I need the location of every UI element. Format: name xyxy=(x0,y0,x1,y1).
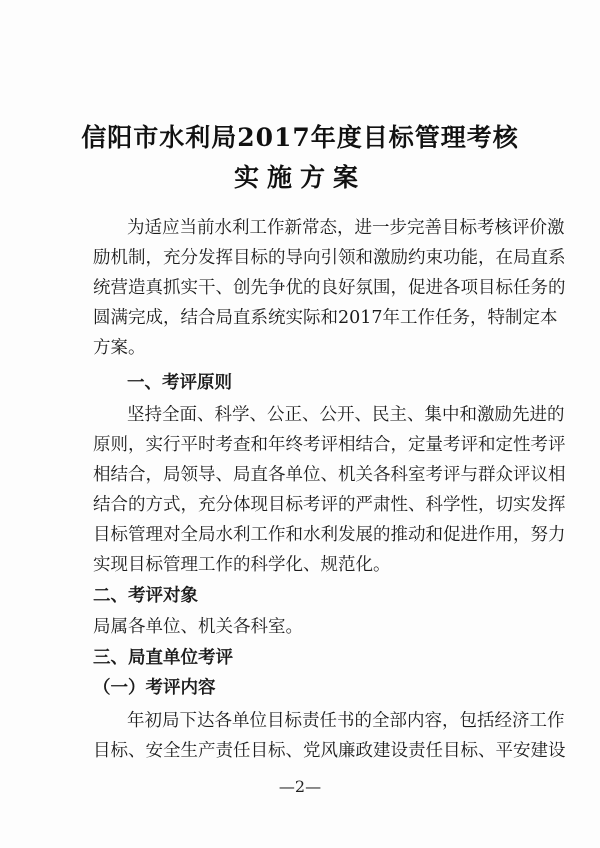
section3-subheading: （一）考评内容 xyxy=(93,678,216,698)
document-title-line2: 实施方案 xyxy=(233,163,366,192)
section1-heading: 一、考评原则 xyxy=(127,373,232,393)
section1-line-2: 原则，实行平时考查和年终考评相结合，定量考评和定性考评 xyxy=(93,435,566,455)
page-number: —2— xyxy=(278,777,322,796)
intro-line-2: 励机制，充分发挥目标的导向引领和激励约束功能，在局直系 xyxy=(93,248,566,268)
section1-line-6: 实现目标管理工作的科学化、规范化。 xyxy=(93,555,391,575)
document-title-line1: 信阳市水利局2017年度目标管理考核 xyxy=(81,123,519,152)
section1-line-1: 坚持全面、科学、公正、公开、民主、集中和激励先进的 xyxy=(127,405,565,425)
section1-line-3: 相结合，局领导、局直各单位、机关各科室考评与群众评议相 xyxy=(93,465,566,485)
section3-heading: 三、局直单位考评 xyxy=(93,648,233,668)
intro-line-4: 圆满完成，结合局直系统实际和2017年工作任务，特制定本 xyxy=(93,308,558,328)
intro-line-5: 方案。 xyxy=(93,338,146,358)
section3-line-2: 目标、安全生产责任目标、党风廉政建设责任目标、平安建设 xyxy=(93,741,566,761)
intro-line-3: 统营造真抓实干、创先争优的良好氛围，促进各项目标任务的 xyxy=(93,278,566,298)
section2-heading: 二、考评对象 xyxy=(93,586,198,606)
section1-line-5: 目标管理对全局水利工作和水利发展的推动和促进作用，努力 xyxy=(93,525,566,545)
section1-line-4: 结合的方式，充分体现目标考评的严肃性、科学性，切实发挥 xyxy=(93,495,566,515)
section2-line-1: 局属各单位、机关各科室。 xyxy=(93,617,303,637)
section3-line-1: 年初局下达各单位目标责任书的全部内容，包括经济工作 xyxy=(127,711,565,731)
intro-line-1: 为适应当前水利工作新常态，进一步完善目标考核评价激 xyxy=(127,218,565,238)
